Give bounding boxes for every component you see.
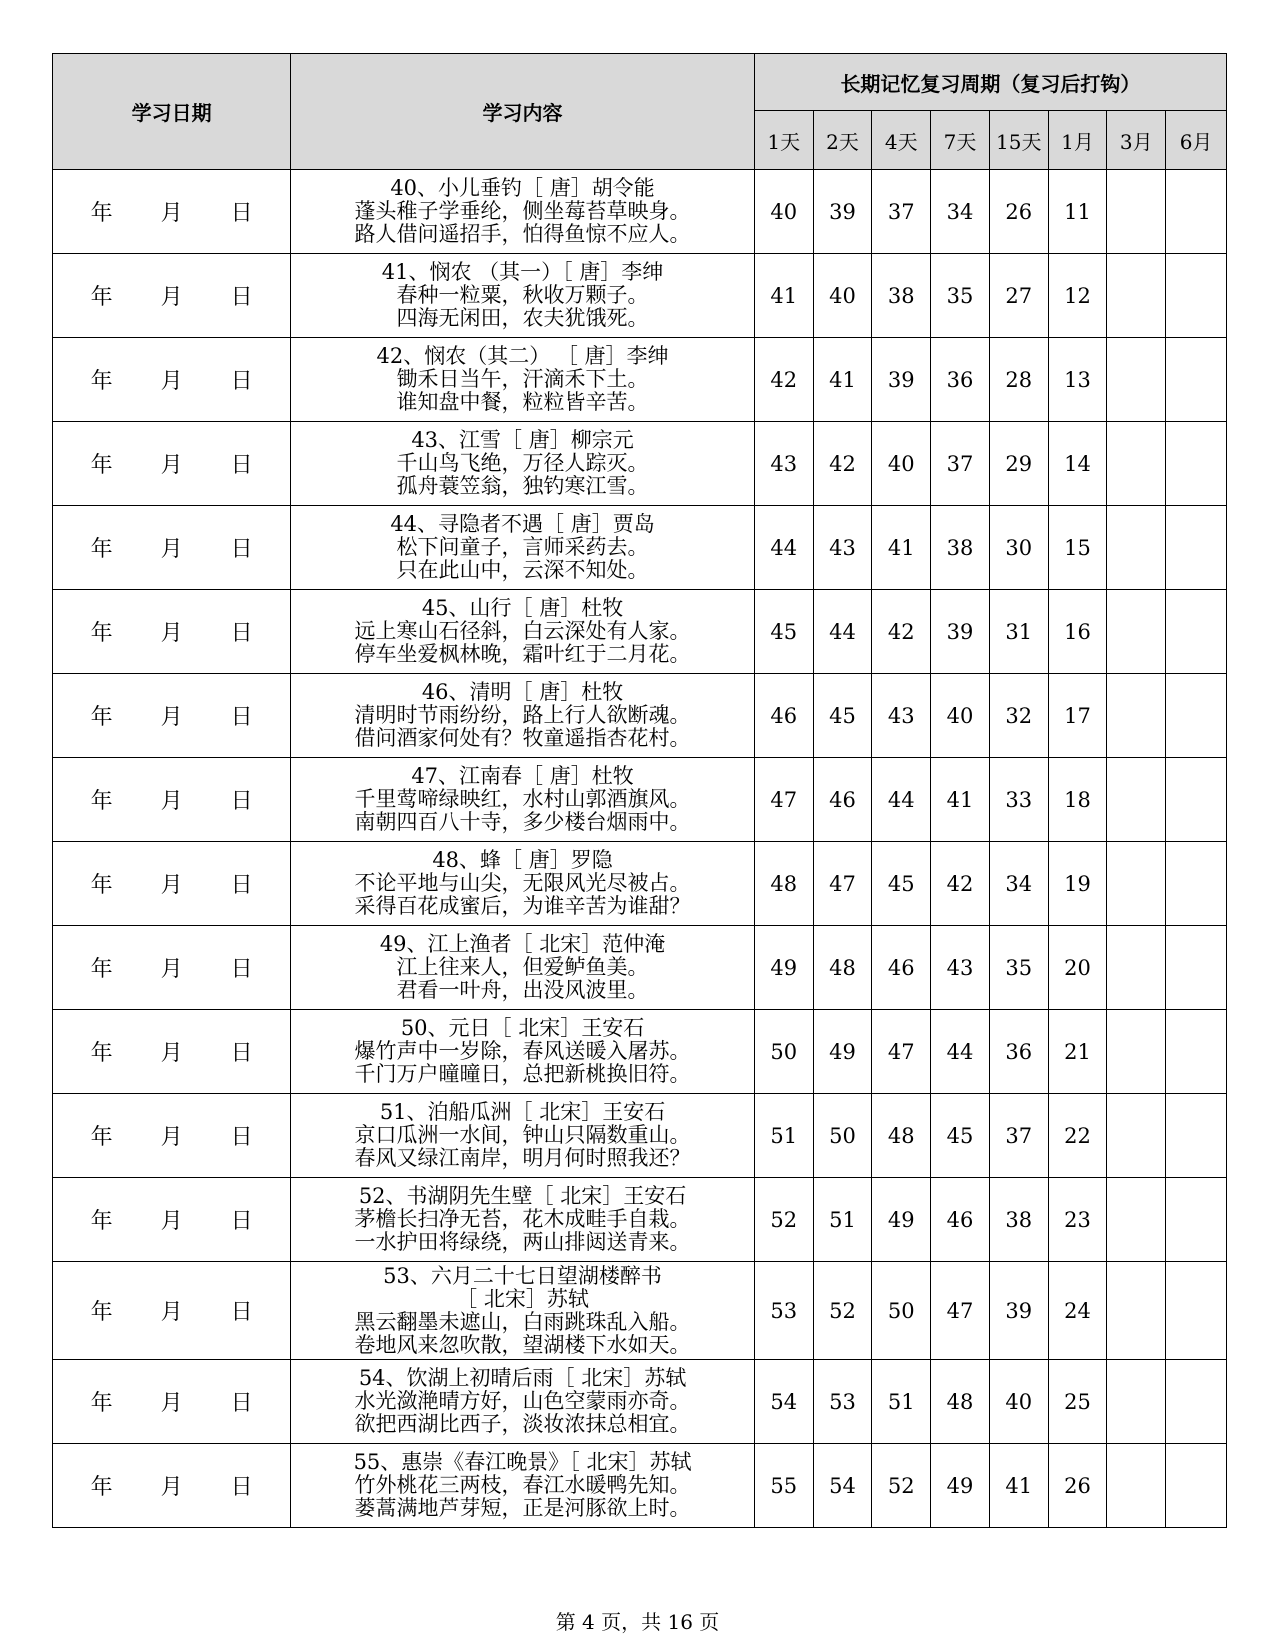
review-check-cell[interactable]: [1166, 254, 1227, 338]
review-number-cell[interactable]: 34: [989, 842, 1048, 926]
review-check-cell[interactable]: [1166, 338, 1227, 422]
review-number-cell[interactable]: 52: [872, 1444, 931, 1528]
review-check-cell[interactable]: [1107, 170, 1166, 254]
study-date-cell[interactable]: [53, 506, 291, 590]
study-date-cell[interactable]: [53, 674, 291, 758]
poem-line: 采得百花成蜜后，为谁辛苦为谁甜？: [354, 894, 691, 918]
date-label: 年: [90, 957, 113, 982]
poem-line: 蒌蒿满地芦芽短，正是河豚欲上时。: [354, 1496, 691, 1520]
review-number-cell[interactable]: 39: [931, 590, 990, 674]
review-check-cell[interactable]: [1166, 1094, 1227, 1178]
poem-line: 53、六月二十七日望湖楼醉书: [383, 1263, 662, 1288]
review-number-cell[interactable]: 20: [1048, 926, 1107, 1010]
review-number-cell[interactable]: 39: [813, 170, 872, 254]
review-number-cell[interactable]: 41: [872, 506, 931, 590]
review-number-cell[interactable]: 40: [989, 1360, 1048, 1444]
review-number-cell[interactable]: 45: [872, 842, 931, 926]
review-number-cell[interactable]: 44: [754, 506, 813, 590]
date-label: 月: [160, 705, 183, 730]
content-column-header: 学习内容: [291, 54, 755, 170]
poem-line: 千山鸟飞绝，万径人踪灭。: [396, 451, 649, 475]
poem-line: 停车坐爱枫林晚，霜叶红于二月花。: [354, 642, 691, 666]
table-row: [53, 1262, 1227, 1360]
review-check-cell[interactable]: [1166, 170, 1227, 254]
date-label: 年: [90, 1475, 113, 1500]
review-number-cell[interactable]: 45: [754, 590, 813, 674]
date-label: 月: [160, 789, 183, 814]
review-number-cell[interactable]: 42: [872, 590, 931, 674]
poem-line: 卷地风来忽吹散，望湖楼下水如天。: [354, 1332, 691, 1357]
date-label: 年: [90, 201, 113, 226]
date-label: 年: [90, 1209, 113, 1234]
review-number-cell[interactable]: 48: [931, 1360, 990, 1444]
review-number-cell[interactable]: 35: [989, 926, 1048, 1010]
poem-line: 君看一叶舟，出没风波里。: [396, 978, 649, 1002]
review-number-cell[interactable]: 48: [872, 1094, 931, 1178]
review-number-cell[interactable]: 47: [931, 1262, 990, 1360]
review-number-cell[interactable]: 39: [872, 338, 931, 422]
interval-header: 2天: [813, 111, 872, 170]
page-footer: 第 4 页，共 16 页: [555, 1610, 720, 1634]
review-number-cell[interactable]: 50: [813, 1094, 872, 1178]
review-check-cell[interactable]: [1166, 1444, 1227, 1528]
review-check-cell[interactable]: [1166, 1262, 1227, 1360]
date-label: 月: [160, 1475, 183, 1500]
study-date-cell[interactable]: [53, 1262, 291, 1360]
review-number-cell[interactable]: 51: [813, 1178, 872, 1262]
date-label: 日: [230, 1209, 253, 1234]
date-label: 日: [230, 1125, 253, 1150]
review-number-cell[interactable]: 44: [813, 590, 872, 674]
poem-line: 43、江雪［ 唐］柳宗元: [411, 428, 634, 452]
review-number-cell[interactable]: 31: [989, 590, 1048, 674]
review-check-cell[interactable]: [1107, 1262, 1166, 1360]
review-number-cell[interactable]: 41: [931, 758, 990, 842]
date-label: 年: [90, 285, 113, 310]
date-label: 年: [90, 1125, 113, 1150]
study-date-cell[interactable]: [53, 170, 291, 254]
date-column-header: 学习日期: [53, 54, 291, 170]
review-check-cell[interactable]: [1166, 506, 1227, 590]
review-check-cell[interactable]: [1107, 842, 1166, 926]
poem-line: 春种一粒粟，秋收万颗子。: [396, 283, 649, 307]
review-check-cell[interactable]: [1107, 1444, 1166, 1528]
date-label: 年: [90, 621, 113, 646]
poem-line: 江上往来人，但爱鲈鱼美。: [396, 955, 649, 979]
poem-line: 41、悯农 （其一）［ 唐］李绅: [381, 260, 664, 284]
interval-header: 6月: [1166, 111, 1227, 170]
review-number-cell[interactable]: 12: [1048, 254, 1107, 338]
date-label: 日: [230, 1041, 253, 1066]
table-row: [53, 338, 1227, 422]
review-check-cell[interactable]: [1166, 674, 1227, 758]
table-row: [53, 1444, 1227, 1528]
date-label: 月: [160, 369, 183, 394]
poem-line: 不论平地与山尖，无限风光尽被占。: [354, 871, 691, 895]
study-content-cell: [291, 842, 755, 926]
review-number-cell[interactable]: 28: [989, 338, 1048, 422]
review-number-cell[interactable]: 46: [872, 926, 931, 1010]
study-date-cell[interactable]: [53, 1094, 291, 1178]
review-number-cell[interactable]: 41: [813, 338, 872, 422]
study-content-cell: [291, 590, 755, 674]
date-label: 月: [160, 201, 183, 226]
review-check-cell[interactable]: [1107, 254, 1166, 338]
table-row: [53, 1360, 1227, 1444]
review-number-cell[interactable]: 42: [754, 338, 813, 422]
interval-header: 1月: [1048, 111, 1107, 170]
poem-line: 京口瓜洲一水间，钟山只隔数重山。: [354, 1123, 691, 1147]
date-label: 年: [90, 453, 113, 478]
review-number-cell[interactable]: 30: [989, 506, 1048, 590]
review-number-cell[interactable]: 41: [754, 254, 813, 338]
study-date-cell[interactable]: [53, 338, 291, 422]
date-label: 月: [160, 1125, 183, 1150]
study-date-cell[interactable]: [53, 1360, 291, 1444]
review-number-cell[interactable]: 36: [989, 1010, 1048, 1094]
date-label: 年: [90, 789, 113, 814]
review-number-cell[interactable]: 46: [754, 674, 813, 758]
review-number-cell[interactable]: 41: [989, 1444, 1048, 1528]
review-number-cell[interactable]: 51: [872, 1360, 931, 1444]
study-content-cell: [291, 506, 755, 590]
review-number-cell[interactable]: 32: [989, 674, 1048, 758]
review-number-cell[interactable]: 43: [931, 926, 990, 1010]
review-check-cell[interactable]: [1107, 926, 1166, 1010]
study-content-cell: [291, 758, 755, 842]
date-label: 月: [160, 957, 183, 982]
table-row: [53, 842, 1227, 926]
review-number-cell[interactable]: 16: [1048, 590, 1107, 674]
date-label: 日: [230, 453, 253, 478]
study-content-cell: [291, 422, 755, 506]
poem-line: 52、书湖阴先生壁［ 北宋］王安石: [358, 1184, 687, 1208]
poem-line: 千里莺啼绿映红，水村山郭酒旗风。: [354, 787, 691, 811]
poem-line: 四海无闲田，农夫犹饿死。: [396, 306, 649, 330]
review-check-cell[interactable]: [1107, 1178, 1166, 1262]
table-row: [53, 1178, 1227, 1262]
review-number-cell[interactable]: 50: [872, 1262, 931, 1360]
study-content-cell: [291, 1262, 755, 1360]
review-check-cell[interactable]: [1166, 926, 1227, 1010]
review-check-cell[interactable]: [1166, 422, 1227, 506]
review-number-cell[interactable]: 43: [813, 506, 872, 590]
study-date-cell[interactable]: [53, 1178, 291, 1262]
date-label: 月: [160, 621, 183, 646]
poem-line: 松下问童子，言师采药去。: [396, 535, 649, 559]
study-date-cell[interactable]: [53, 590, 291, 674]
review-number-cell[interactable]: 26: [1048, 1444, 1107, 1528]
poem-line: 42、悯农（其二） ［ 唐］李绅: [376, 344, 669, 368]
review-number-cell[interactable]: 49: [754, 926, 813, 1010]
date-label: 月: [160, 1391, 183, 1416]
poem-line: 54、饮湖上初晴后雨［ 北宋］苏轼: [358, 1366, 687, 1390]
poem-line: 49、江上渔者［ 北宋］范仲淹: [379, 932, 666, 956]
date-label: 日: [230, 1391, 253, 1416]
review-number-cell[interactable]: 40: [813, 254, 872, 338]
review-number-cell[interactable]: 14: [1048, 422, 1107, 506]
poem-line: 清明时节雨纷纷，路上行人欲断魂。: [354, 703, 691, 727]
poem-line: 春风又绿江南岸，明月何时照我还？: [354, 1146, 691, 1170]
review-number-cell[interactable]: 37: [989, 1094, 1048, 1178]
review-number-cell[interactable]: 39: [989, 1262, 1048, 1360]
date-label: 日: [230, 1300, 253, 1325]
review-number-cell[interactable]: 46: [931, 1178, 990, 1262]
review-number-cell[interactable]: 37: [872, 170, 931, 254]
review-check-cell[interactable]: [1107, 1094, 1166, 1178]
review-check-cell[interactable]: [1166, 758, 1227, 842]
review-check-cell[interactable]: [1166, 590, 1227, 674]
date-label: 年: [90, 1391, 113, 1416]
date-label: 日: [230, 873, 253, 898]
poem-line: 爆竹声中一岁除，春风送暖入屠苏。: [354, 1039, 691, 1063]
study-content-cell: [291, 1444, 755, 1528]
review-number-cell[interactable]: 24: [1048, 1262, 1107, 1360]
table-row: [53, 926, 1227, 1010]
review-number-cell[interactable]: 38: [989, 1178, 1048, 1262]
study-date-cell[interactable]: [53, 842, 291, 926]
review-number-cell[interactable]: 47: [754, 758, 813, 842]
date-label: 月: [160, 285, 183, 310]
poem-line: 一水护田将绿绕，两山排闼送青来。: [354, 1230, 691, 1254]
review-number-cell[interactable]: 48: [813, 926, 872, 1010]
date-label: 月: [160, 1041, 183, 1066]
review-schedule-table: [52, 53, 1227, 1528]
study-content-cell: [291, 674, 755, 758]
review-number-cell[interactable]: 49: [813, 1010, 872, 1094]
study-content-cell: [291, 338, 755, 422]
review-check-cell[interactable]: [1107, 506, 1166, 590]
study-date-cell[interactable]: [53, 1010, 291, 1094]
review-number-cell[interactable]: 54: [754, 1360, 813, 1444]
review-check-cell[interactable]: [1166, 1178, 1227, 1262]
poem-line: 远上寒山石径斜，白云深处有人家。: [354, 619, 691, 643]
study-content-cell: [291, 1178, 755, 1262]
review-number-cell[interactable]: 40: [872, 422, 931, 506]
review-number-cell[interactable]: 40: [754, 170, 813, 254]
review-number-cell[interactable]: 52: [754, 1178, 813, 1262]
poem-line: 46、清明［ 唐］杜牧: [421, 680, 624, 704]
review-number-cell[interactable]: 42: [931, 842, 990, 926]
poem-line: 谁知盘中餐，粒粒皆辛苦。: [396, 390, 649, 414]
study-date-cell[interactable]: [53, 254, 291, 338]
date-label: 年: [90, 705, 113, 730]
review-number-cell[interactable]: 35: [931, 254, 990, 338]
date-label: 日: [230, 1475, 253, 1500]
poem-line: 47、江南春［ 唐］杜牧: [411, 764, 634, 788]
poem-line: 48、蜂［ 唐］罗隐: [432, 848, 613, 872]
review-check-cell[interactable]: [1107, 338, 1166, 422]
study-content-cell: [291, 926, 755, 1010]
review-number-cell[interactable]: 45: [813, 674, 872, 758]
interval-header: 15天: [989, 111, 1048, 170]
study-date-cell[interactable]: [53, 422, 291, 506]
date-label: 日: [230, 705, 253, 730]
interval-header: 3月: [1107, 111, 1166, 170]
poem-line: 51、泊船瓜洲［ 北宋］王安石: [379, 1100, 666, 1124]
date-label: 日: [230, 621, 253, 646]
review-number-cell[interactable]: 18: [1048, 758, 1107, 842]
poem-line: 40、小儿垂钓［ 唐］胡令能: [390, 176, 655, 200]
review-number-cell[interactable]: 13: [1048, 338, 1107, 422]
review-number-cell[interactable]: 52: [813, 1262, 872, 1360]
review-number-cell[interactable]: 50: [754, 1010, 813, 1094]
review-number-cell[interactable]: 51: [754, 1094, 813, 1178]
review-number-cell[interactable]: 47: [813, 842, 872, 926]
review-cycle-header: 长期记忆复习周期（复习后打钩）: [754, 54, 1226, 111]
table-row: [53, 590, 1227, 674]
date-label: 日: [230, 789, 253, 814]
date-label: 年: [90, 1300, 113, 1325]
review-number-cell[interactable]: 43: [872, 674, 931, 758]
date-label: 日: [230, 285, 253, 310]
date-label: 日: [230, 201, 253, 226]
review-number-cell[interactable]: 17: [1048, 674, 1107, 758]
review-number-cell[interactable]: 26: [989, 170, 1048, 254]
table-row: [53, 170, 1227, 254]
study-content-cell: [291, 170, 755, 254]
review-number-cell[interactable]: 40: [931, 674, 990, 758]
poem-line: 借问酒家何处有？牧童遥指杏花村。: [354, 726, 691, 750]
review-check-cell[interactable]: [1107, 758, 1166, 842]
review-number-cell[interactable]: 21: [1048, 1010, 1107, 1094]
poem-line: 44、寻隐者不遇［ 唐］贾岛: [390, 512, 655, 536]
review-number-cell[interactable]: 25: [1048, 1360, 1107, 1444]
poem-line: 锄禾日当午，汗滴禾下土。: [396, 367, 649, 391]
review-number-cell[interactable]: 49: [872, 1178, 931, 1262]
table-row: [53, 674, 1227, 758]
review-number-cell[interactable]: 33: [989, 758, 1048, 842]
study-content-cell: [291, 1010, 755, 1094]
study-date-cell[interactable]: [53, 926, 291, 1010]
study-content-cell: [291, 1360, 755, 1444]
study-date-cell[interactable]: [53, 1444, 291, 1528]
date-label: 月: [160, 537, 183, 562]
study-content-cell: [291, 254, 755, 338]
review-check-cell[interactable]: [1166, 1010, 1227, 1094]
review-number-cell[interactable]: 23: [1048, 1178, 1107, 1262]
review-number-cell[interactable]: 15: [1048, 506, 1107, 590]
table-row: [53, 1010, 1227, 1094]
review-number-cell[interactable]: 43: [754, 422, 813, 506]
review-number-cell[interactable]: 44: [931, 1010, 990, 1094]
poem-line: 50、元日［ 北宋］王安石: [400, 1016, 645, 1040]
interval-header: 1天: [754, 111, 813, 170]
date-label: 年: [90, 537, 113, 562]
study-date-cell[interactable]: [53, 758, 291, 842]
review-number-cell[interactable]: 36: [931, 338, 990, 422]
review-check-cell[interactable]: [1107, 674, 1166, 758]
poem-line: 只在此山中，云深不知处。: [396, 558, 649, 582]
review-check-cell[interactable]: [1107, 590, 1166, 674]
review-number-cell[interactable]: 48: [754, 842, 813, 926]
poem-line: 南朝四百八十寺，多少楼台烟雨中。: [354, 810, 691, 834]
date-label: 年: [90, 369, 113, 394]
poem-line: 欲把西湖比西子，淡妆浓抹总相宜。: [354, 1412, 691, 1436]
table-row: [53, 254, 1227, 338]
poem-line: 55、惠崇《春江晚景》［ 北宋］苏轼: [353, 1450, 692, 1474]
study-content-cell: [291, 1094, 755, 1178]
interval-header: 4天: [872, 111, 931, 170]
review-number-cell[interactable]: 44: [872, 758, 931, 842]
review-check-cell[interactable]: [1107, 1360, 1166, 1444]
review-number-cell[interactable]: 53: [813, 1360, 872, 1444]
review-number-cell[interactable]: 45: [931, 1094, 990, 1178]
date-label: 日: [230, 369, 253, 394]
poem-line: ［ 北宋］苏轼: [456, 1286, 589, 1311]
date-label: 月: [160, 1300, 183, 1325]
review-number-cell[interactable]: 19: [1048, 842, 1107, 926]
review-number-cell[interactable]: 55: [754, 1444, 813, 1528]
poem-line: 路人借问遥招手，怕得鱼惊不应人。: [354, 222, 691, 246]
table-row: [53, 758, 1227, 842]
review-number-cell[interactable]: 34: [931, 170, 990, 254]
date-label: 年: [90, 873, 113, 898]
poem-line: 45、山行［ 唐］杜牧: [421, 596, 624, 620]
review-number-cell[interactable]: 46: [813, 758, 872, 842]
date-label: 年: [90, 1041, 113, 1066]
review-number-cell[interactable]: 11: [1048, 170, 1107, 254]
poem-line: 茅檐长扫净无苔，花木成畦手自栽。: [354, 1207, 691, 1231]
poem-line: 竹外桃花三两枝，春江水暖鸭先知。: [354, 1473, 691, 1497]
date-label: 月: [160, 453, 183, 478]
date-label: 日: [230, 537, 253, 562]
review-number-cell[interactable]: 27: [989, 254, 1048, 338]
table-row: [53, 1094, 1227, 1178]
poem-line: 蓬头稚子学垂纶，侧坐莓苔草映身。: [354, 199, 691, 223]
interval-header: 7天: [931, 111, 990, 170]
review-number-cell[interactable]: 49: [931, 1444, 990, 1528]
date-label: 月: [160, 1209, 183, 1234]
review-check-cell[interactable]: [1166, 1360, 1227, 1444]
review-number-cell[interactable]: 47: [872, 1010, 931, 1094]
table-row: [53, 506, 1227, 590]
date-label: 日: [230, 957, 253, 982]
poem-line: 千门万户曈曈日，总把新桃换旧符。: [354, 1062, 691, 1086]
review-number-cell[interactable]: 42: [813, 422, 872, 506]
table-row: [53, 422, 1227, 506]
poem-line: 水光潋滟晴方好，山色空蒙雨亦奇。: [354, 1389, 691, 1413]
review-number-cell[interactable]: 54: [813, 1444, 872, 1528]
review-number-cell[interactable]: 37: [931, 422, 990, 506]
review-number-cell[interactable]: 29: [989, 422, 1048, 506]
review-number-cell[interactable]: 53: [754, 1262, 813, 1360]
date-label: 月: [160, 873, 183, 898]
review-check-cell[interactable]: [1107, 422, 1166, 506]
review-number-cell[interactable]: 22: [1048, 1094, 1107, 1178]
review-number-cell[interactable]: 38: [872, 254, 931, 338]
poem-line: 孤舟蓑笠翁，独钓寒江雪。: [396, 474, 649, 498]
review-number-cell[interactable]: 38: [931, 506, 990, 590]
review-check-cell[interactable]: [1107, 1010, 1166, 1094]
review-check-cell[interactable]: [1166, 842, 1227, 926]
poem-line: 黑云翻墨未遮山，白雨跳珠乱入船。: [354, 1309, 691, 1334]
